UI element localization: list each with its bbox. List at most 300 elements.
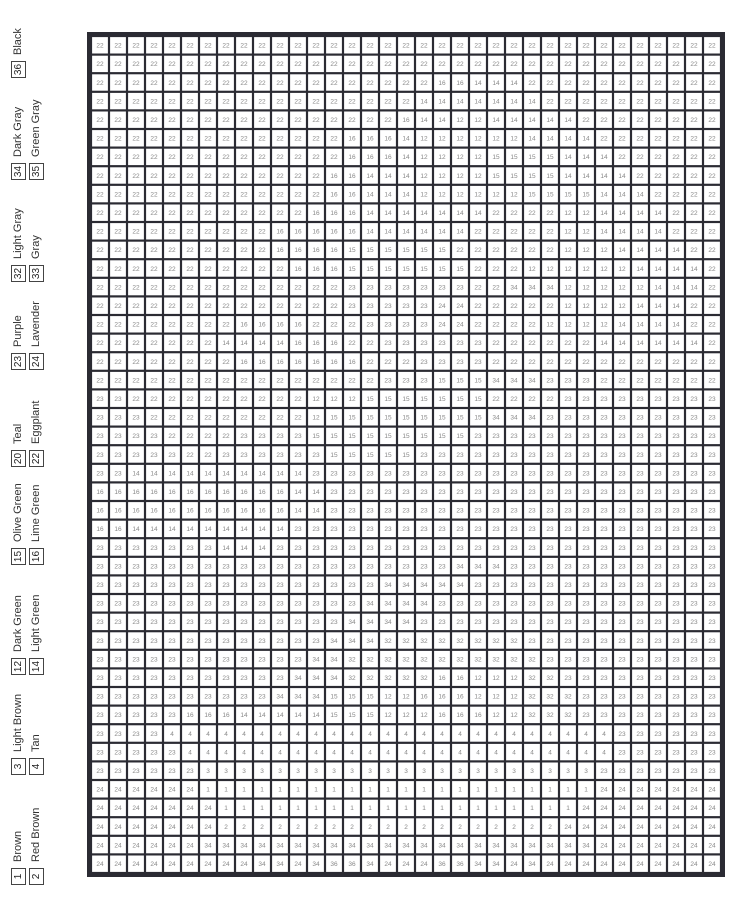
legend-label: Gray [30,235,42,259]
cell-code: 22 [330,117,338,124]
cell-code: 2 [422,823,426,831]
cell-code: 22 [384,61,392,69]
cell-code: 4 [242,730,246,738]
cell-code: 16 [474,712,482,720]
cell-code: 12 [420,172,428,180]
cell-code: 22 [294,98,302,106]
cell-code: 22 [528,79,536,87]
cell-code: 23 [456,526,464,534]
cell-code: 23 [636,600,644,608]
cell-code: 23 [132,414,140,422]
cell-code: 24 [114,861,122,868]
cell-code: 22 [132,396,140,403]
cell-code: 14 [528,135,536,143]
cell-code: 23 [150,712,158,720]
legend-code: 32 [11,265,26,282]
cell-code: 23 [510,489,518,496]
cell-code: 14 [510,117,518,124]
cell-code: 12 [474,135,482,143]
cell-code: 22 [96,79,104,87]
cell-code: 22 [528,321,536,329]
legend-item [25,301,47,370]
cell-code: 22 [150,172,158,180]
cell-code: 34 [330,675,338,682]
cell-code: 22 [204,414,212,422]
cell-code: 22 [600,42,608,50]
cell-code: 34 [474,861,482,868]
cell-code: 24 [582,805,590,813]
cell-code: 22 [258,172,266,180]
cell-code: 34 [402,619,410,627]
cell-code: 34 [330,656,338,664]
cell-code: 23 [204,600,212,608]
cell-code: 23 [258,675,266,682]
cell-code: 23 [132,619,140,627]
cell-code: 22 [222,284,230,292]
cell-code: 22 [366,61,374,69]
cell-code: 22 [276,79,284,87]
cell-code: 16 [438,693,446,701]
cell-code: 15 [330,433,338,441]
cell-code: 4 [530,730,534,738]
cell-code: 16 [258,507,266,515]
cell-code: 22 [186,98,194,106]
cell-code: 22 [348,42,356,50]
cell-code: 23 [438,544,446,552]
cell-code: 23 [168,768,176,775]
cell-code: 23 [294,544,302,552]
cell-code: 16 [186,489,194,496]
cell-code: 22 [672,154,680,162]
cell-code: 23 [186,563,194,571]
cell-code: 14 [276,340,284,348]
cell-code: 23 [402,284,410,292]
cell-code: 23 [528,600,536,608]
cell-code: 1 [368,786,372,794]
cell-code: 12 [492,191,500,199]
cell-code: 16 [366,154,374,162]
cell-code: 1 [404,786,408,794]
cell-code: 22 [168,117,176,124]
cell-code: 22 [690,247,698,255]
cell-code: 23 [420,358,428,366]
cell-code: 24 [618,786,626,794]
cell-code: 23 [690,712,698,720]
cell-code: 23 [150,563,158,571]
cell-code: 23 [456,619,464,627]
cell-code: 23 [168,749,176,757]
cell-code: 23 [222,619,230,627]
cell-code: 23 [636,637,644,645]
cell-code: 22 [186,321,194,329]
cell-code: 32 [402,637,410,645]
cell-code: 1 [494,805,498,813]
cell-code: 22 [258,98,266,106]
cell-code: 23 [204,693,212,701]
cell-code: 1 [476,805,480,813]
cell-code: 16 [348,191,356,199]
cell-code: 14 [582,172,590,180]
cell-code: 22 [186,414,194,422]
cell-code: 23 [222,563,230,571]
cell-code: 23 [258,563,266,571]
cell-code: 4 [368,730,372,738]
cell-code: 34 [546,842,554,850]
cell-code: 24 [132,805,140,813]
cell-code: 22 [366,42,374,50]
cell-code: 23 [690,675,698,682]
cell-code: 23 [546,544,554,552]
cell-code: 22 [474,284,482,292]
cell-code: 14 [690,265,698,273]
cell-code: 23 [618,693,626,701]
cell-code: 23 [582,489,590,496]
cell-code: 24 [582,861,590,868]
cell-code: 23 [294,656,302,664]
cell-code: 23 [582,656,590,664]
cell-code: 14 [366,172,374,180]
cell-code: 23 [654,712,662,720]
cell-code: 23 [114,582,122,589]
cell-code: 3 [206,768,210,775]
cell-code: 1 [386,786,390,794]
cell-code: 24 [618,861,626,868]
cell-code: 14 [420,98,428,106]
cell-code: 22 [204,433,212,441]
cell-code: 4 [566,749,570,757]
cell-code: 14 [546,135,554,143]
cell-code: 22 [708,191,716,199]
cell-code: 24 [636,786,644,794]
cell-code: 12 [384,693,392,701]
cell-code: 23 [132,730,140,738]
cell-code: 4 [548,730,552,738]
cell-code: 23 [654,470,662,478]
cell-code: 24 [708,823,716,831]
cell-code: 22 [258,154,266,162]
cell-code: 22 [600,377,608,385]
cell-code: 14 [474,98,482,106]
cell-code: 22 [708,210,716,217]
cell-code: 1 [260,805,264,813]
cell-code: 4 [602,749,606,757]
cell-code: 23 [384,284,392,292]
cell-code: 24 [204,823,212,831]
cell-code: 15 [420,433,428,441]
cell-code: 23 [672,600,680,608]
cell-code: 4 [206,749,210,757]
cell-code: 32 [564,712,572,720]
cell-code: 14 [312,712,320,720]
cell-code: 23 [474,489,482,496]
cell-code: 22 [222,433,230,441]
cell-code: 34 [456,563,464,571]
cell-code: 22 [600,98,608,106]
cell-code: 23 [672,749,680,757]
cell-code: 22 [150,414,158,422]
cell-code: 22 [204,135,212,143]
cell-code: 22 [330,321,338,329]
cell-code: 15 [528,191,536,199]
cell-code: 16 [258,358,266,366]
cell-code: 16 [456,693,464,701]
cell-code: 1 [278,786,282,794]
cell-code: 22 [240,61,248,69]
cell-code: 22 [654,154,662,162]
cell-code: 22 [510,42,518,50]
cell-code: 24 [708,786,716,794]
cell-code: 14 [636,210,644,217]
cell-code: 22 [186,358,194,366]
cell-code: 24 [168,786,176,794]
cell-code: 14 [618,340,626,348]
cell-code: 2 [530,823,534,831]
cell-code: 22 [222,210,230,217]
cell-code: 16 [276,228,284,236]
cell-code: 23 [240,637,248,645]
cell-code: 24 [654,823,662,831]
cell-code: 22 [564,340,572,348]
cell-code: 23 [582,377,590,385]
cell-code: 3 [332,768,336,775]
cell-code: 12 [420,135,428,143]
cell-code: 15 [438,265,446,273]
cell-code: 16 [312,210,320,217]
cell-code: 4 [224,749,228,757]
cell-code: 23 [672,768,680,775]
cell-code: 23 [474,358,482,366]
cell-code: 1 [224,786,228,794]
cell-code: 22 [114,321,122,329]
cell-code: 23 [276,600,284,608]
cell-code: 22 [168,228,176,236]
cell-code: 23 [636,544,644,552]
cell-code: 15 [546,191,554,199]
cell-code: 22 [528,396,536,403]
cell-code: 24 [240,861,248,868]
cell-code: 34 [474,563,482,571]
cell-code: 32 [528,656,536,664]
cell-code: 15 [474,414,482,422]
cell-code: 4 [170,730,174,738]
cell-code: 23 [708,414,716,422]
cell-code: 14 [384,172,392,180]
cell-code: 23 [186,600,194,608]
cell-code: 22 [546,79,554,87]
cell-code: 23 [132,451,140,459]
cell-code: 23 [618,637,626,645]
cell-code: 23 [528,507,536,515]
cell-code: 23 [546,582,554,589]
cell-code: 14 [276,526,284,534]
cell-code: 23 [474,470,482,478]
cell-code: 22 [618,358,626,366]
cell-code: 34 [492,563,500,571]
cell-code: 23 [132,656,140,664]
cell-code: 23 [114,637,122,645]
cell-code: 22 [474,61,482,69]
cell-code: 24 [600,823,608,831]
cell-code: 23 [510,507,518,515]
cell-code: 22 [546,98,554,106]
cell-code: 23 [654,414,662,422]
cell-code: 23 [330,544,338,552]
cell-code: 22 [132,228,140,236]
cell-code: 24 [636,805,644,813]
cell-code: 23 [672,656,680,664]
cell-code: 22 [132,303,140,310]
cell-code: 12 [564,228,572,236]
cell-code: 15 [366,712,374,720]
cell-code: 14 [528,117,536,124]
cell-code: 22 [654,377,662,385]
cell-code: 22 [96,284,104,292]
cell-code: 34 [276,842,284,850]
cell-code: 22 [204,228,212,236]
cell-code: 23 [582,619,590,627]
cell-code: 14 [600,154,608,162]
cell-code: 22 [204,172,212,180]
cell-code: 12 [510,675,518,682]
cell-code: 22 [258,396,266,403]
cell-code: 23 [708,675,716,682]
cell-code: 24 [690,842,698,850]
cell-code: 23 [528,433,536,441]
cell-code: 16 [330,265,338,273]
cell-code: 32 [420,656,428,664]
cell-code: 23 [150,582,158,589]
cell-code: 23 [672,470,680,478]
cell-code: 15 [474,377,482,385]
cell-code: 14 [240,544,248,552]
cell-code: 23 [438,619,446,627]
cell-code: 14 [438,228,446,236]
cell-code: 23 [654,768,662,775]
cell-code: 34 [528,284,536,292]
cell-code: 4 [296,730,300,738]
cell-code: 15 [420,414,428,422]
cell-code: 23 [114,730,122,738]
cell-code: 23 [258,600,266,608]
cell-code: 23 [672,414,680,422]
cell-code: 23 [618,675,626,682]
cell-code: 22 [528,210,536,217]
cell-code: 14 [402,228,410,236]
cell-code: 3 [476,768,480,775]
cell-code: 34 [258,842,266,850]
cell-code: 23 [420,377,428,385]
cell-code: 22 [240,210,248,217]
cell-code: 23 [528,544,536,552]
cell-code: 22 [690,42,698,50]
cell-code: 23 [96,470,104,478]
cell-code: 14 [294,507,302,515]
cell-code: 16 [222,489,230,496]
cell-code: 3 [242,768,246,775]
legend-code: 24 [29,353,44,370]
cell-code: 22 [96,321,104,329]
cell-code: 34 [528,414,536,422]
cell-code: 22 [492,340,500,348]
cell-code: 24 [114,842,122,850]
cell-code: 1 [584,786,588,794]
cell-code: 23 [474,619,482,627]
cell-code: 3 [368,768,372,775]
cell-code: 22 [294,61,302,69]
cell-code: 23 [672,730,680,738]
cell-code: 22 [96,135,104,143]
cell-code: 23 [492,619,500,627]
cell-code: 23 [348,284,356,292]
cell-code: 22 [366,377,374,385]
cell-code: 22 [204,396,212,403]
cell-code: 23 [150,619,158,627]
cell-code: 23 [330,582,338,589]
cell-code: 12 [330,396,338,403]
cell-code: 22 [114,98,122,106]
cell-code: 22 [672,228,680,236]
cell-code: 22 [114,210,122,217]
cell-code: 22 [312,79,320,87]
cell-code: 23 [690,768,698,775]
cell-code: 22 [294,172,302,180]
cell-code: 23 [618,619,626,627]
cell-code: 22 [168,284,176,292]
cell-code: 22 [474,42,482,50]
cell-code: 22 [546,358,554,366]
cell-code: 22 [312,284,320,292]
cell-code: 34 [384,619,392,627]
cell-code: 22 [546,396,554,403]
cell-code: 23 [186,693,194,701]
cell-code: 22 [492,247,500,255]
cell-code: 22 [204,340,212,348]
cell-code: 24 [114,805,122,813]
cell-code: 14 [258,470,266,478]
cell-code: 24 [654,842,662,850]
legend-code: 3 [11,758,26,775]
cell-code: 4 [476,730,480,738]
cell-code: 23 [150,544,158,552]
cell-code: 24 [150,842,158,850]
cell-code: 22 [636,117,644,124]
legend-code: 1 [11,868,26,885]
cell-code: 22 [654,61,662,69]
cell-code: 32 [384,656,392,664]
cell-code: 23 [420,489,428,496]
cell-code: 3 [440,768,444,775]
cell-code: 22 [276,191,284,199]
cell-code: 16 [276,358,284,366]
cell-code: 34 [492,414,500,422]
cell-code: 22 [510,396,518,403]
cell-code: 24 [438,321,446,329]
cell-code: 23 [276,433,284,441]
cell-code: 14 [582,154,590,162]
cell-code: 23 [402,377,410,385]
legend-code: 4 [29,758,44,775]
cell-code: 22 [150,284,158,292]
cell-code: 22 [456,42,464,50]
cell-code: 34 [438,582,446,589]
cell-code: 22 [384,42,392,50]
cell-code: 22 [708,154,716,162]
cell-code: 22 [258,414,266,422]
cell-code: 24 [438,303,446,310]
cell-code: 22 [510,228,518,236]
cell-code: 23 [528,582,536,589]
cell-code: 22 [690,61,698,69]
